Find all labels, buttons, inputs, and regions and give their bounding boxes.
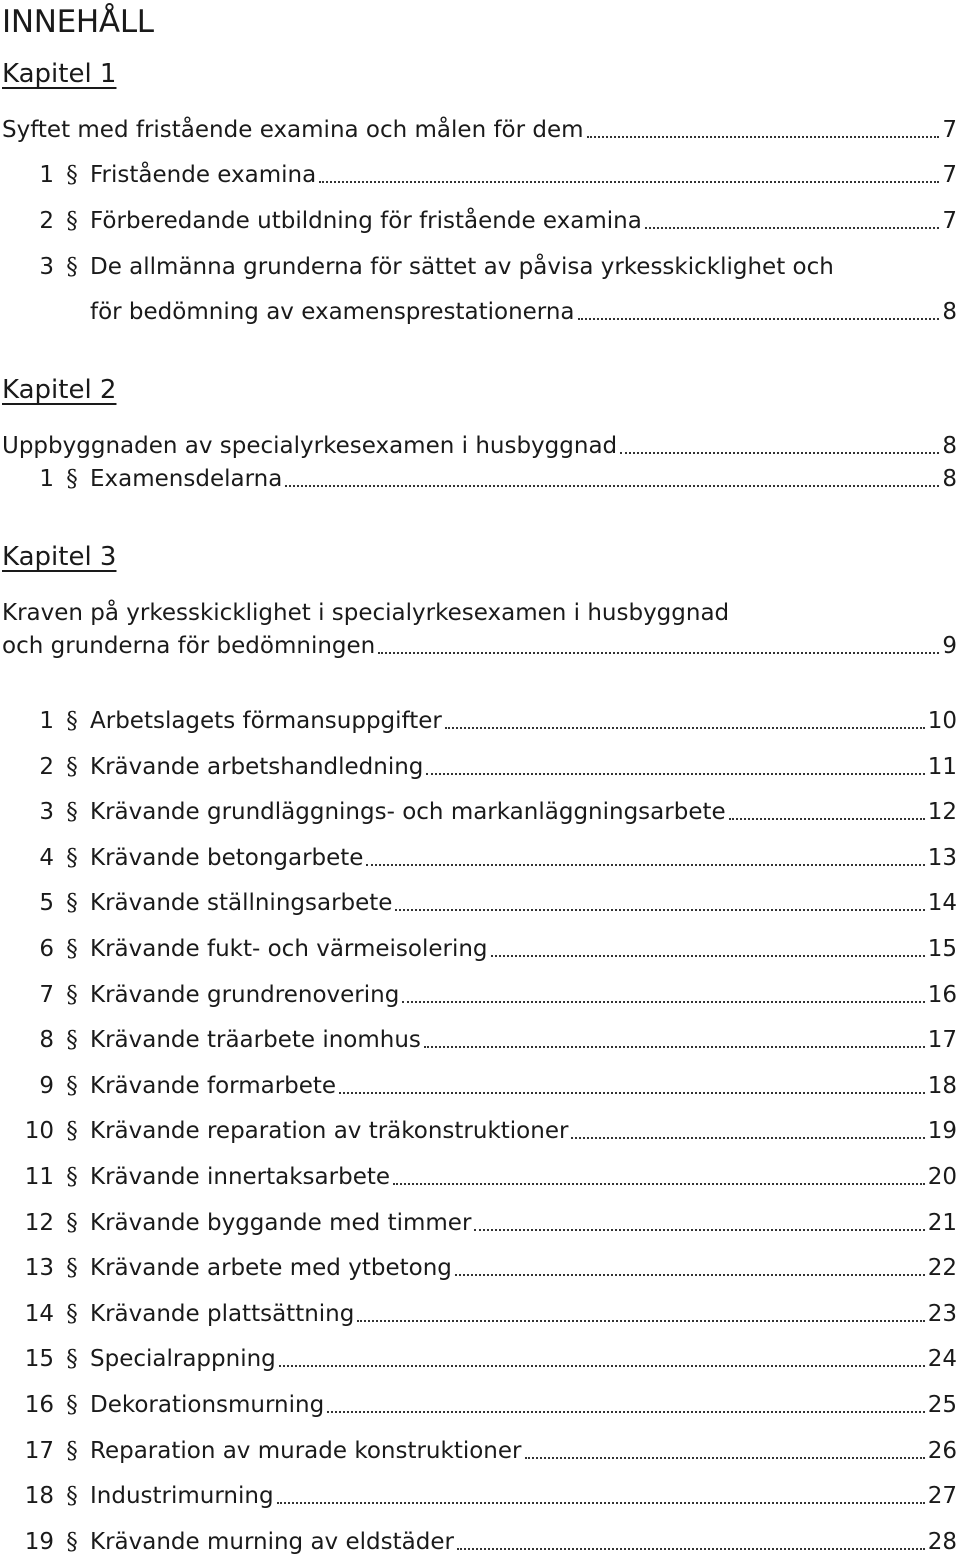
section-number: 2 xyxy=(39,753,54,780)
dot-leader xyxy=(587,136,940,138)
chapter-link-3[interactable]: Kapitel 3 xyxy=(2,542,117,572)
section-sign-icon: § xyxy=(66,466,78,492)
section-sign-icon: § xyxy=(66,1346,78,1373)
toc-page-number: 23 xyxy=(927,1300,957,1327)
dot-leader xyxy=(491,955,925,957)
section-number: 11 xyxy=(24,1164,54,1190)
toc-entry-title: Fristående examina xyxy=(90,162,317,188)
toc-entry[interactable] xyxy=(2,1158,957,1192)
toc-entry-title: Krävande plattsättning xyxy=(90,1300,355,1327)
section-number: 3 xyxy=(39,254,54,280)
toc-page-number: 26 xyxy=(927,1437,957,1464)
section-sign-icon: § xyxy=(66,1072,78,1099)
toc-entry[interactable] xyxy=(2,202,957,236)
toc-page-number: 21 xyxy=(927,1209,957,1236)
toc-entry[interactable] xyxy=(2,1067,957,1101)
toc-entry[interactable] xyxy=(2,976,957,1010)
toc-entry-title: Krävande reparation av träkonstruktioner xyxy=(90,1118,569,1145)
section-number: 15 xyxy=(24,1346,54,1373)
toc-entry[interactable] xyxy=(2,884,957,918)
toc-entry-title: Kraven på yrkesskicklighet i specialyrkesexamen i husbyggnad xyxy=(2,600,730,626)
section-sign-icon: § xyxy=(66,799,78,826)
dot-leader xyxy=(319,181,939,183)
section-number: 5 xyxy=(39,890,54,917)
chapter-link-2[interactable]: Kapitel 2 xyxy=(2,375,117,405)
toc-page-number: 20 xyxy=(927,1164,957,1190)
section-number: 17 xyxy=(24,1437,54,1464)
toc-entry[interactable] xyxy=(2,930,957,964)
section-sign-icon: § xyxy=(66,936,78,962)
section-number: 14 xyxy=(24,1300,54,1327)
toc-entry[interactable] xyxy=(2,156,957,190)
dot-leader xyxy=(474,1229,924,1231)
toc-entry-title: Krävande murning av eldstäder xyxy=(90,1528,454,1555)
dot-leader xyxy=(327,1411,925,1413)
toc-entry-title-continued: och grunderna för bedömningen xyxy=(2,633,376,659)
toc-entry[interactable] xyxy=(2,1295,957,1329)
page-title: INNEHÅLL xyxy=(2,4,154,40)
section-sign-icon: § xyxy=(66,844,78,871)
toc-entry-title: De allmänna grunderna för sättet av påvisa yrkesskicklighet och xyxy=(90,254,834,280)
toc-entry-title: Examensdelarna xyxy=(90,466,283,492)
section-number: 3 xyxy=(39,799,54,826)
section-sign-icon: § xyxy=(66,254,78,280)
toc-page-number: 22 xyxy=(927,1255,957,1282)
toc-page-number: 9 xyxy=(942,633,957,659)
toc-page-number: 28 xyxy=(927,1528,957,1555)
toc-page-number: 16 xyxy=(927,981,957,1008)
section-number: 2 xyxy=(39,208,54,234)
section-number: 19 xyxy=(24,1528,54,1555)
section-sign-icon: § xyxy=(66,1209,78,1236)
toc-entry[interactable] xyxy=(2,1249,957,1283)
toc-entry[interactable] xyxy=(2,793,957,827)
section-number: 1 xyxy=(39,708,54,734)
toc-entry-title: Krävande grundläggnings- och markanläggningsarbete xyxy=(90,799,726,826)
dot-leader xyxy=(339,1092,925,1094)
section-sign-icon: § xyxy=(66,890,78,917)
section-number: 16 xyxy=(24,1392,54,1418)
section-number: 4 xyxy=(39,844,54,871)
section-sign-icon: § xyxy=(66,1255,78,1282)
dot-leader xyxy=(366,864,924,866)
dot-leader xyxy=(620,452,939,454)
section-sign-icon: § xyxy=(66,1164,78,1190)
dot-leader xyxy=(445,727,925,729)
toc-page-number: 11 xyxy=(927,753,957,780)
dot-leader xyxy=(729,818,925,820)
toc-entry-continuation[interactable] xyxy=(2,293,957,327)
section-sign-icon: § xyxy=(66,1437,78,1464)
toc-entry-title: Dekorationsmurning xyxy=(90,1392,325,1418)
section-number: 18 xyxy=(24,1483,54,1510)
toc-entry-title: Uppbyggnaden av specialyrkesexamen i husbyggnad xyxy=(2,433,618,459)
section-sign-icon: § xyxy=(66,1483,78,1510)
toc-entry[interactable] xyxy=(2,1021,957,1055)
toc-entry-continuation[interactable] xyxy=(2,627,957,661)
section-sign-icon: § xyxy=(66,1300,78,1327)
toc-entry[interactable] xyxy=(2,1112,957,1146)
section-number: 6 xyxy=(39,936,54,962)
toc-entry-title: Krävande fukt- och värmeisolering xyxy=(90,936,488,962)
dot-leader xyxy=(402,1001,924,1003)
toc-page-number: 14 xyxy=(927,890,957,917)
toc-entry-title: Specialrappning xyxy=(90,1346,276,1373)
toc-entry-title: Krävande betongarbete xyxy=(90,844,364,871)
section-sign-icon: § xyxy=(66,162,78,188)
dot-leader xyxy=(455,1274,925,1276)
toc-page-number: 7 xyxy=(942,208,957,234)
dot-leader xyxy=(357,1320,924,1322)
toc-page-number: 13 xyxy=(927,844,957,871)
toc-entry-chapter-2-heading[interactable] xyxy=(2,427,957,461)
toc-entry-title: Krävande grundrenovering xyxy=(90,981,400,1008)
toc-entry[interactable] xyxy=(2,1340,957,1374)
toc-entry-title: Krävande arbetshandledning xyxy=(90,753,424,780)
toc-entry-title: Krävande arbete med ytbetong xyxy=(90,1255,452,1282)
toc-page-number: 25 xyxy=(927,1392,957,1418)
toc-page-number: 18 xyxy=(927,1072,957,1099)
toc-entry-chapter-1-heading[interactable] xyxy=(2,111,957,145)
section-sign-icon: § xyxy=(66,1118,78,1145)
toc-entry[interactable] xyxy=(2,248,957,282)
dot-leader xyxy=(378,652,939,654)
dot-leader xyxy=(393,1183,925,1185)
toc-page-number: 12 xyxy=(927,799,957,826)
toc-entry-title-continued: för bedömning av examensprestationerna xyxy=(90,299,575,325)
toc-entry-title: Syftet med fristående examina och målen för dem xyxy=(2,117,584,143)
toc-entry-title: Reparation av murade konstruktioner xyxy=(90,1437,522,1464)
dot-leader xyxy=(525,1457,925,1459)
section-number: 1 xyxy=(39,162,54,188)
toc-entry[interactable] xyxy=(2,1477,957,1511)
toc-entry-title: Krävande byggande med timmer xyxy=(90,1209,472,1236)
dot-leader xyxy=(571,1137,924,1139)
toc-entry[interactable] xyxy=(2,1204,957,1238)
toc-entry[interactable] xyxy=(2,748,957,782)
dot-leader xyxy=(457,1548,925,1550)
toc-page-number: 7 xyxy=(942,117,957,143)
section-number: 10 xyxy=(24,1118,54,1145)
toc-page-number: 8 xyxy=(942,466,957,492)
toc-page-number: 19 xyxy=(927,1118,957,1145)
section-number: 8 xyxy=(39,1027,54,1054)
dot-leader xyxy=(395,909,924,911)
toc-page-number: 27 xyxy=(927,1483,957,1510)
toc-entry-title: Krävande innertaksarbete xyxy=(90,1164,391,1190)
dot-leader xyxy=(578,318,940,320)
dot-leader xyxy=(426,773,924,775)
toc-page-number: 17 xyxy=(927,1027,957,1054)
toc-entry[interactable] xyxy=(2,1432,957,1466)
toc-page-number: 10 xyxy=(927,708,957,734)
toc-entry-chapter-3-heading[interactable] xyxy=(2,594,957,628)
section-sign-icon: § xyxy=(66,981,78,1008)
toc-page-number: 8 xyxy=(942,299,957,325)
dot-leader xyxy=(277,1502,925,1504)
toc-page-number: 7 xyxy=(942,162,957,188)
toc-entry[interactable] xyxy=(2,839,957,873)
section-number: 12 xyxy=(24,1209,54,1236)
dot-leader xyxy=(279,1365,925,1367)
toc-entry-title: Krävande formarbete xyxy=(90,1072,337,1099)
toc-entry-title: Krävande träarbete inomhus xyxy=(90,1027,421,1054)
section-number: 9 xyxy=(39,1072,54,1099)
toc-entry-title: Arbetslagets förmansuppgifter xyxy=(90,708,442,734)
section-sign-icon: § xyxy=(66,1392,78,1418)
toc-entry[interactable] xyxy=(2,702,957,736)
toc-entry-title: Förberedande utbildning för fristående examina xyxy=(90,208,642,234)
chapter-link-1[interactable]: Kapitel 1 xyxy=(2,59,117,89)
toc-page-number: 8 xyxy=(942,433,957,459)
dot-leader xyxy=(424,1046,925,1048)
section-number: 7 xyxy=(39,981,54,1008)
section-number: 1 xyxy=(39,466,54,492)
toc-entry[interactable] xyxy=(2,1523,957,1557)
toc-entry-title: Krävande ställningsarbete xyxy=(90,890,393,917)
toc-entry-title: Industrimurning xyxy=(90,1483,274,1510)
toc-page-number: 24 xyxy=(927,1346,957,1373)
section-sign-icon: § xyxy=(66,208,78,234)
toc-page-number: 15 xyxy=(927,936,957,962)
toc-entry[interactable] xyxy=(2,1386,957,1420)
section-number: 13 xyxy=(24,1255,54,1282)
section-sign-icon: § xyxy=(66,1528,78,1555)
section-sign-icon: § xyxy=(66,1027,78,1054)
dot-leader xyxy=(285,485,939,487)
toc-entry[interactable] xyxy=(2,460,957,494)
dot-leader xyxy=(645,227,940,229)
section-sign-icon: § xyxy=(66,708,78,734)
section-sign-icon: § xyxy=(66,753,78,780)
